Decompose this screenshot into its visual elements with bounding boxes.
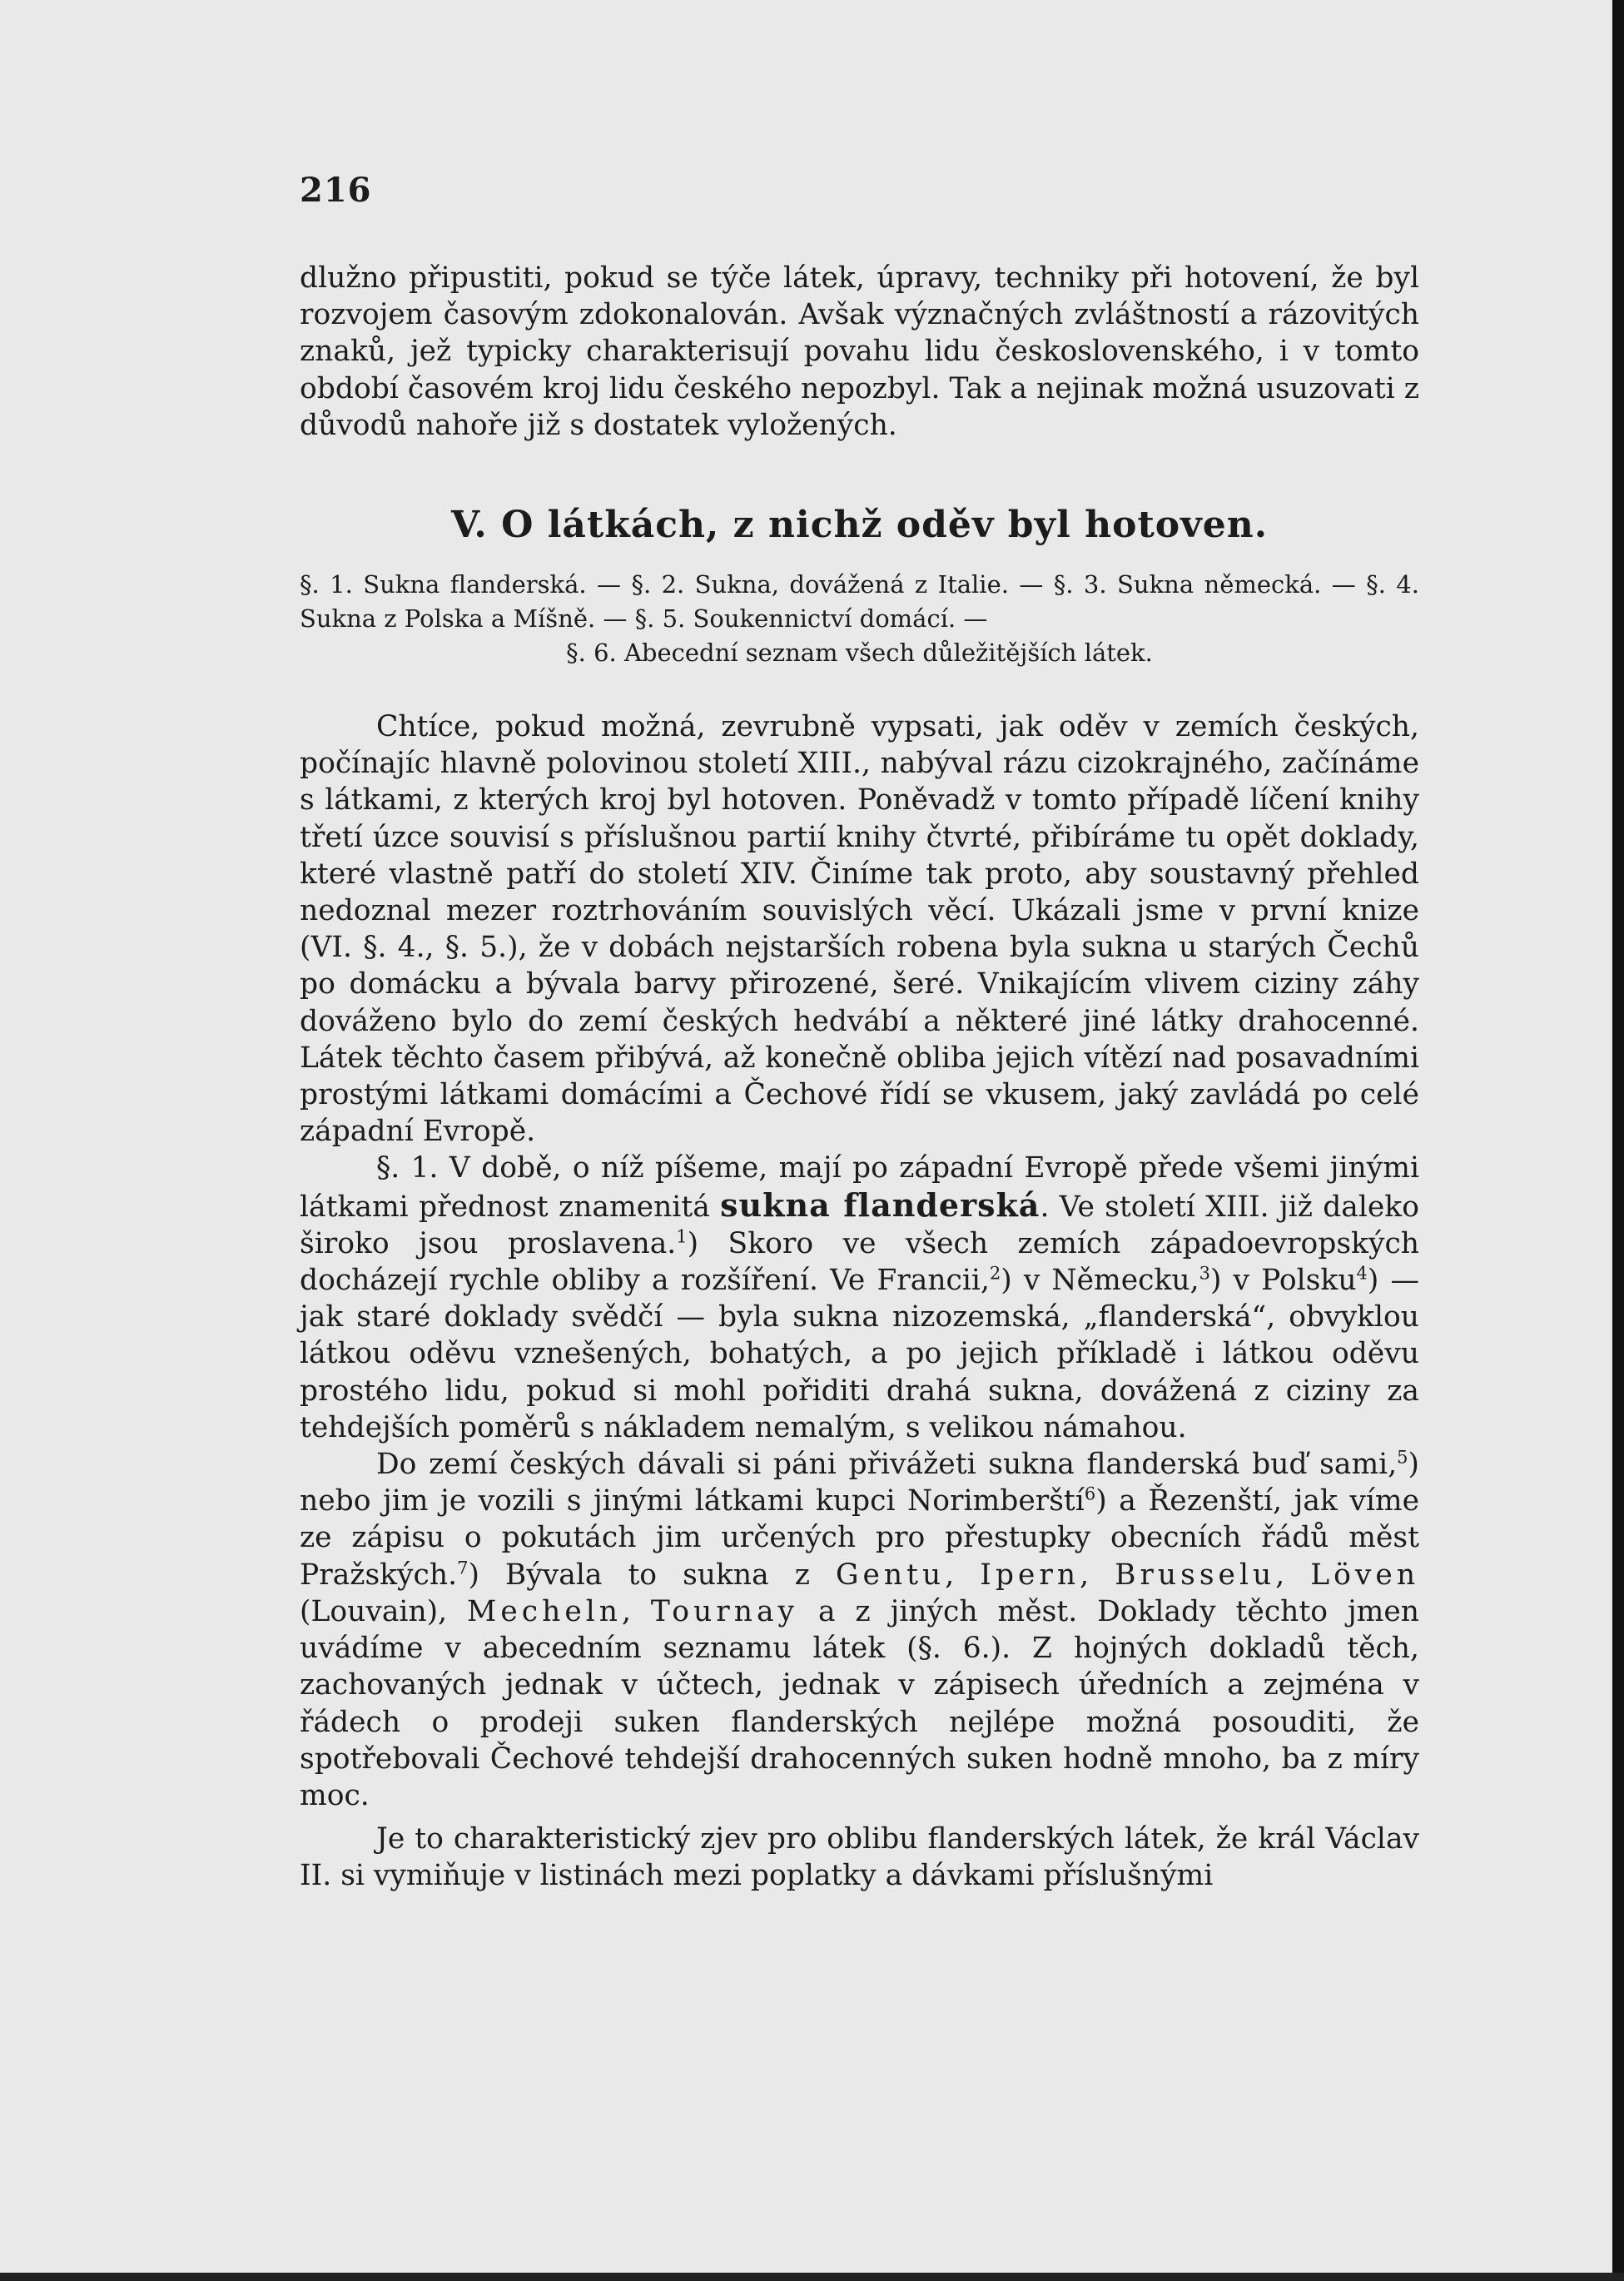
contents-main: §. 1. Sukna flanderská. — §. 2. Sukna, dovážená z Italie. — §. 3. Sukna německá. — §. 4. Sukna z Polska a Míšně. — §. 5. Soukennictví domácí. —: [300, 570, 1419, 634]
scan-edge-right: [1612, 0, 1624, 2281]
footnote-ref: 6: [1084, 1483, 1096, 1504]
city-name: Ipern: [980, 1558, 1080, 1592]
p3-text-c: ) a Řezenští, jak víme ze zápisu o pokutách jim určených pro přestupky obecních řádů měst Pražských.: [300, 1484, 1419, 1592]
city-name: Brusselu: [1115, 1558, 1276, 1592]
scan-edge-bottom: [0, 2273, 1624, 2281]
paragraph-2: [300, 1150, 1419, 1446]
separator: ,: [945, 1558, 955, 1592]
section-title: V. O látkách, z nichž oděv byl hotoven.: [450, 504, 1269, 547]
p3-text-a: Do zemí českých dávali si páni přivážeti sukna flanderská buď sami,: [376, 1448, 1398, 1482]
p2-text-a: §. 1. V době, o níž píšeme, mají po západní Evropě přede všemi jinými látkami přednost znamenitá: [300, 1151, 1419, 1224]
p3-text-e: a z jiných měst. Doklady těchto jmen uvádíme v abecedním seznamu látek (§. 6.). Z hojných dokladů těch, zachovaných jednak v účtech, jednak v zápisech úředních a zejména v řádech o prodeji suken flanderských nejlépe možná posouditi, že spotřebovali Čechové tehdejší drahocenných suken hodně mnoho, ba z míry moc.: [300, 1594, 1419, 1812]
text-column: [300, 171, 1419, 1895]
page-number: 216: [300, 171, 372, 210]
city-name: Gentu: [835, 1558, 946, 1592]
city-name: Mecheln: [467, 1594, 623, 1628]
section-contents: [300, 568, 1419, 670]
paragraph-4: Je to charakteristický zjev pro oblibu flanderských látek, že král Václav II. si vymiňuje v listinách mezi poplatky a dávkami příslušnými: [300, 1822, 1419, 1893]
footnote-ref: 7: [457, 1558, 469, 1578]
city-name: Löven: [1310, 1558, 1420, 1592]
p3-text-d: ) Bývala to sukna z: [468, 1558, 810, 1592]
p3-text-b: ) nebo jim je vozili s jinými látkami kupci Norimberští: [300, 1448, 1419, 1518]
intro-paragraph: dlužno připustiti, pokud se týče látek, úpravy, techniky při hotovení, že byl rozvojem časovým zdokonalován. Avšak význačných zvláštností a rázovitých znaků, jež typicky charakterisují povahu lidu československého, i v tomto období časovém kroj lidu českého nepozbyl. Tak a nejinak možná usuzovati z důvodů nahoře již s dostatek vyložených.: [300, 261, 1419, 442]
paragraph-1: Chtíce, pokud možná, zevrubně vypsati, jak oděv v zemích českých, počínajíc hlavně polovinou století XIII., nabýval rázu cizokrajného, začínáme s látkami, z kterých kroj byl hotoven. Poněvadž v tomto případě líčení knihy třetí úzce souvisí s příslušnou partií knihy čtvrté, přibíráme tu opět doklady, které vlastně patří do století XIV. Činíme tak proto, aby soustavný přehled nedoznal mezer roztrhováním souvislých věcí. Ukázali jsme v první knize (VI. §. 4., §. 5.), že v dobách nejstarších robena byla sukna u starých Čechů po domácku a bývala barvy přirozené, šeré. Vnikajícím vlivem ciziny záhy dováženo bylo do zemí českých hedvábí a některé jiné látky drahocenné. Látek těchto časem přibývá, až konečně obliba jejich vítězí nad posavadními prostými látkami domácími a Čechové řídí se vkusem, jaký zavládá po celé západní Evropě.: [300, 710, 1419, 1149]
city-name: Tournay: [650, 1594, 799, 1628]
p2-emphasis: sukna flanderská: [720, 1185, 1040, 1224]
footnote-ref: 1: [676, 1226, 688, 1247]
footnote-ref: 5: [1397, 1447, 1408, 1468]
p2-text-b: . Ve století XIII. již daleko široko jsou proslavena.: [300, 1190, 1419, 1260]
separator: ,: [1080, 1558, 1090, 1592]
separator: ,: [622, 1594, 631, 1628]
paragraph-gap: [300, 1814, 1419, 1821]
footnote-ref: 2: [989, 1263, 1001, 1284]
p2-text-c: ) Skoro ve všech zemích západoevropských docházejí rychle obliby a rozšíření. Ve Francii,: [300, 1226, 1419, 1298]
p2-text-d: ) v Německu,: [1001, 1264, 1199, 1298]
p2-text-e: ) v Polsku: [1209, 1264, 1357, 1298]
paragraph-3: [300, 1446, 1419, 1814]
footnote-ref: 3: [1199, 1263, 1210, 1284]
city-alias: (Louvain),: [300, 1594, 448, 1628]
separator: ,: [1275, 1558, 1285, 1592]
p2-text-f: ) — jak staré doklady svědčí — byla sukna nizozemská, „flanderská“, obvyklou látkou oděvu vznešených, bohatých, a po jejich příkladě i látkou oděvu prostého lidu, pokud si mohl pořiditi drahá sukna, dovážená z ciziny za tehdejších poměrů s nákladem nemalým, s velikou námahou.: [300, 1264, 1419, 1444]
contents-last: §. 6. Abecední seznam všech důležitějších látek.: [566, 639, 1153, 668]
footnote-ref: 4: [1356, 1263, 1368, 1284]
